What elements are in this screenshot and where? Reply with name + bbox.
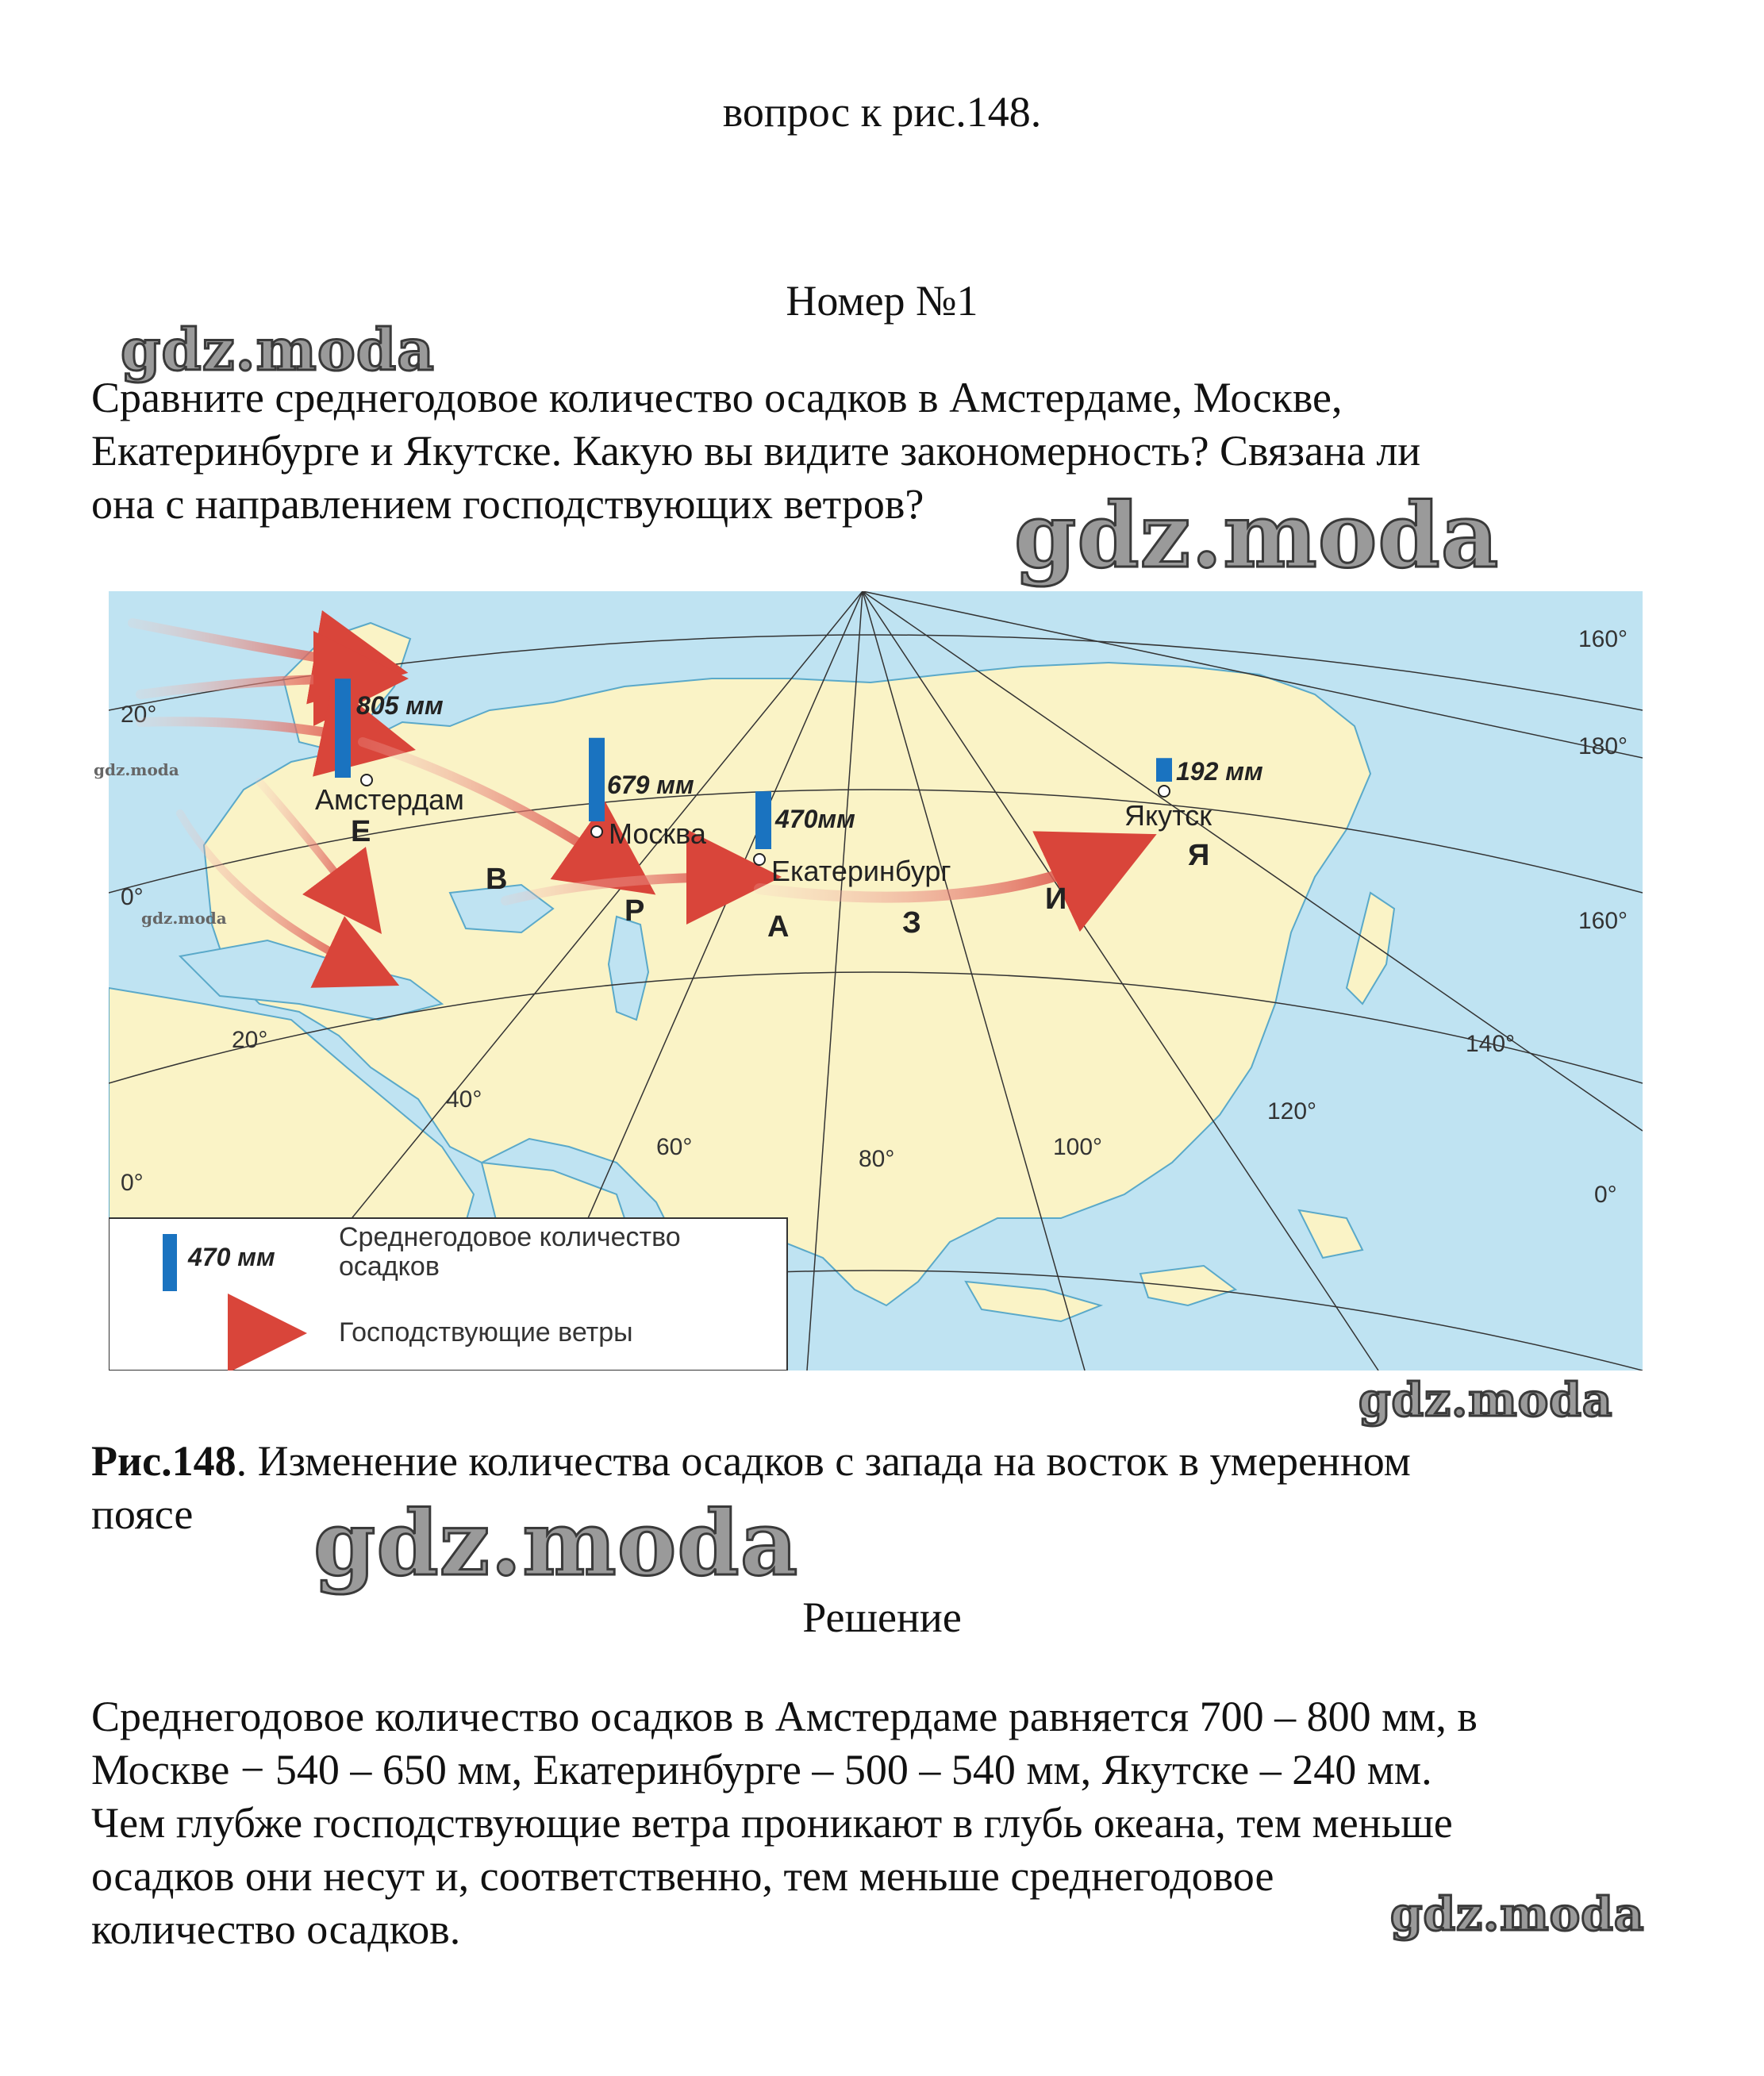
watermark: gdz.moda (94, 760, 179, 779)
task-text-line: Екатеринбурге и Якутске. Какую вы видите закономерность? Связана ли (91, 427, 1421, 475)
degree-label: 80° (859, 1146, 895, 1172)
degree-label: 20° (121, 702, 157, 728)
continent-letter: И (1045, 882, 1067, 916)
task-text-line: она с направлением господствующих ветров? (91, 480, 924, 528)
city-name-label: Якутск (1124, 799, 1212, 832)
precipitation-bar (1156, 758, 1172, 782)
figure-caption-text: поясе (91, 1490, 194, 1538)
city-marker (1159, 786, 1170, 797)
precipitation-bar (755, 791, 771, 849)
solution-text-line: Чем глубже господствующие ветра проникают в глубь океана, тем меньше (91, 1799, 1453, 1847)
degree-label: 40° (446, 1086, 482, 1113)
precipitation-bar (589, 738, 605, 821)
task-text-line: Сравните среднегодовое количество осадков в Амстердаме, Москве, (91, 374, 1343, 421)
legend-bar-sample (163, 1234, 177, 1291)
degree-label: 0° (1594, 1182, 1617, 1208)
figure-caption (91, 1435, 1411, 1487)
watermark: gdz.moda (1014, 484, 1500, 588)
degree-label: 140° (1466, 1031, 1516, 1057)
degree-label: 160° (1578, 908, 1628, 934)
watermark: gdz.moda (121, 316, 435, 383)
precipitation-bar (335, 679, 351, 778)
figure-caption-label: Рис.148 (91, 1437, 236, 1485)
degree-label: 100° (1053, 1134, 1103, 1160)
continent-letter: З (902, 906, 921, 940)
degree-label: 20° (232, 1027, 268, 1053)
city-marker (754, 854, 765, 865)
legend-precip-label: Среднегодовое количество (339, 1222, 681, 1252)
continent-letter: Р (625, 894, 645, 928)
legend-precip-label: осадков (339, 1251, 440, 1282)
watermark: gdz.moda (1359, 1373, 1613, 1427)
watermark: gdz.moda (313, 1492, 799, 1596)
continent-letter: Е (351, 815, 371, 848)
legend-wind-label: Господствующие ветры (339, 1317, 633, 1347)
degree-label: 160° (1578, 626, 1628, 652)
precipitation-value-label: 805 мм (356, 691, 444, 720)
precipitation-value-label: 470мм (775, 805, 855, 833)
degree-label: 120° (1267, 1098, 1317, 1124)
precipitation-map (109, 591, 1643, 1371)
solution-text-line: количество осадков. (91, 1905, 461, 1953)
precipitation-value-label: 679 мм (607, 771, 694, 799)
solution-text-line: осадков они несут и, соответственно, тем меньше среднегодовое (91, 1852, 1274, 1900)
legend-bar-value: 470 мм (188, 1243, 275, 1271)
solution-heading: Решение (802, 1594, 962, 1641)
city-name-label: Екатеринбург (771, 855, 951, 887)
degree-label: 60° (656, 1134, 693, 1160)
figure-caption-text: . Изменение количества осадков с запада на восток в умеренном (236, 1437, 1411, 1485)
precipitation-value-label: 192 мм (1176, 757, 1263, 786)
task-number: Номер №1 (786, 277, 978, 325)
watermark: gdz.moda (141, 909, 227, 928)
city-name-label: Москва (609, 817, 706, 850)
question-reference: вопрос к рис.148. (722, 88, 1042, 136)
continent-letter: А (767, 910, 790, 944)
degree-label: 180° (1578, 733, 1628, 759)
solution-text-line: Москве − 540 – 650 мм, Екатеринбурге – 500 – 540 мм, Якутске – 240 мм. (91, 1746, 1432, 1793)
city-marker (591, 826, 602, 837)
degree-label: 0° (121, 1170, 144, 1196)
city-name-label: Амстердам (315, 783, 464, 816)
degree-label: 0° (121, 884, 144, 910)
continent-letter: В (486, 863, 508, 896)
map-legend (109, 1218, 787, 1371)
continent-letter: Я (1188, 839, 1210, 872)
watermark: gdz.moda (1390, 1887, 1645, 1941)
solution-text-line: Среднегодовое количество осадков в Амстердаме равняется 700 – 800 мм, в (91, 1693, 1478, 1740)
